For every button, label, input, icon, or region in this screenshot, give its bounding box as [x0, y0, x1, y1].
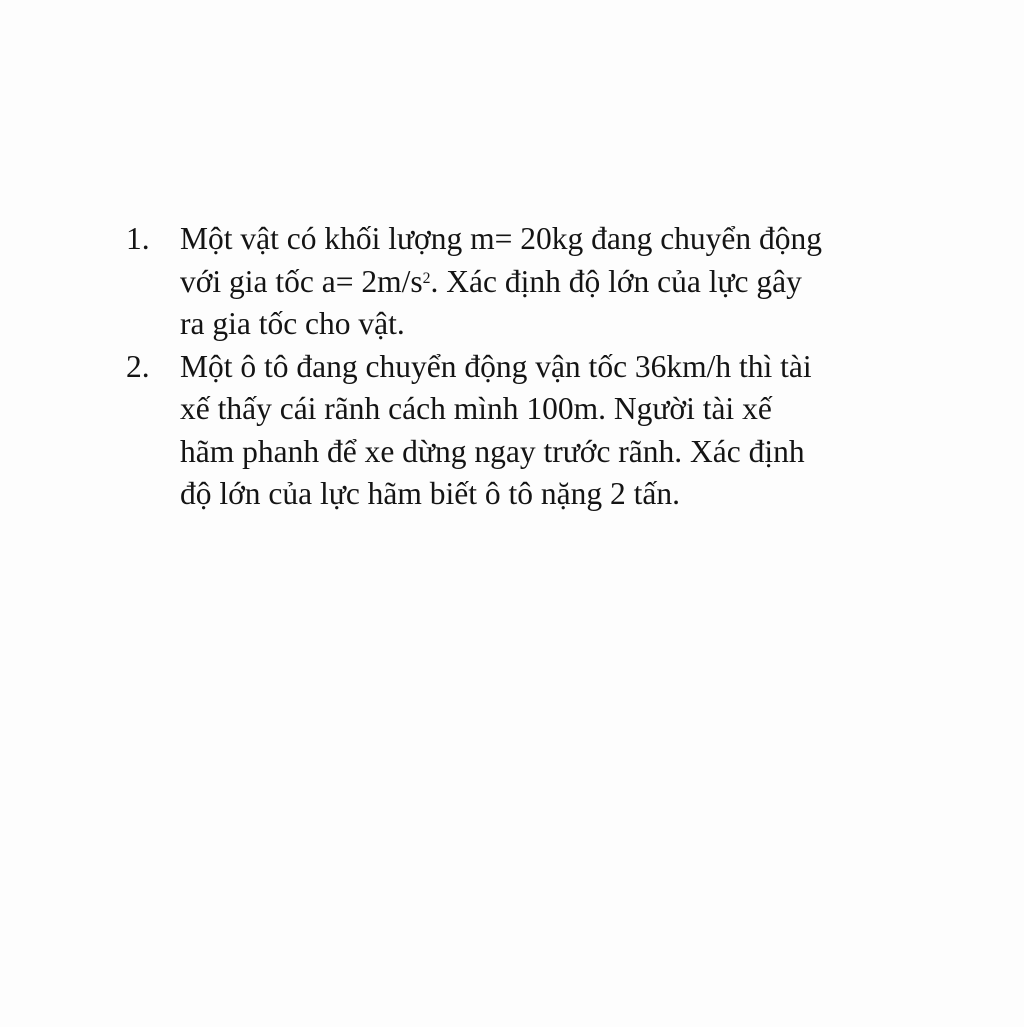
- problem-line-end: . Xác định độ lớn của lực gây: [430, 263, 802, 299]
- problem-text: [180, 346, 926, 516]
- problem-line-start: với gia tốc a= 2m/s: [180, 263, 423, 299]
- problem-line: hãm phanh để xe dừng ngay trước rãnh. Xác định: [180, 433, 805, 469]
- problem-list: [126, 218, 926, 516]
- problem-item-1: [126, 218, 926, 346]
- problem-line: ra gia tốc cho vật.: [180, 306, 405, 341]
- problem-line: xế thấy cái rãnh cách mình 100m. Người tài xế: [180, 391, 772, 426]
- problem-line: Một vật có khối lượng m= 20kg đang chuyển động: [180, 221, 823, 256]
- problem-text: [180, 218, 926, 346]
- problem-line: độ lớn của lực hãm biết ô tô nặng 2 tấn.: [180, 476, 680, 511]
- problem-line: Một ô tô đang chuyển động vận tốc 36km/h thì tài: [180, 348, 812, 384]
- problem-line: [180, 261, 926, 304]
- problem-number: 1.: [126, 221, 150, 256]
- problem-item-2: [126, 346, 926, 516]
- exponent: 2: [422, 269, 431, 287]
- problem-number: 2.: [126, 348, 150, 384]
